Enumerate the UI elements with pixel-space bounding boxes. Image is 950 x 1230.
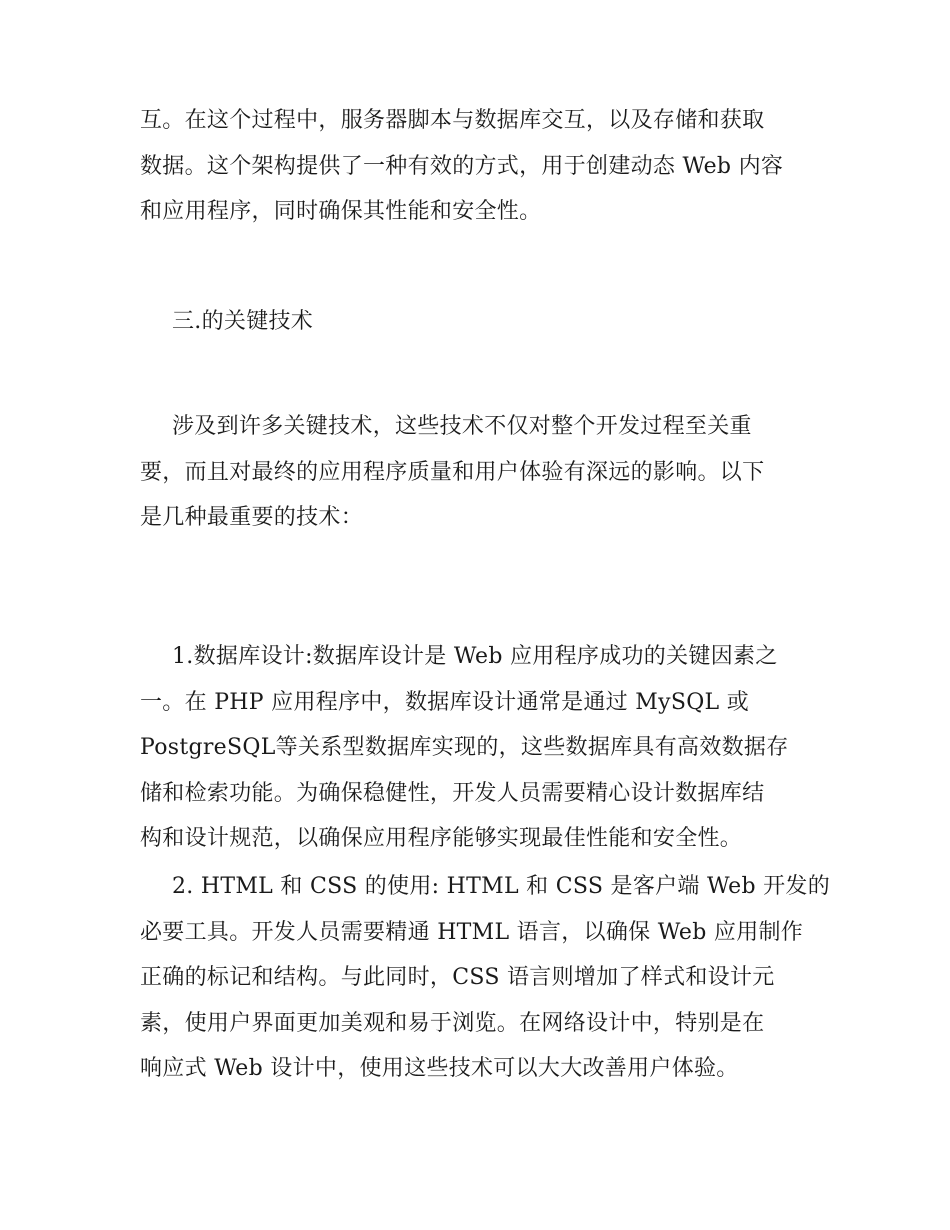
paragraph-line: 是几种最重要的技术： [140,505,364,530]
section-heading [140,299,812,345]
paragraph-line: 互。在这个过程中，服务器脚本与数据库交互，以及存储和获取 [140,108,765,133]
intro-paragraph [140,98,812,235]
paragraph-line: 一。在 PHP 应用程序中，数据库设计通常是通过 MySQL 或 [140,689,750,715]
paragraph-line: 要，而且对最终的应用程序质量和用户体验有深远的影响。以下 [140,459,765,485]
list-item-database-design [140,634,812,862]
paragraph-line: 必要工具。开发人员需要精通 HTML 语言，以确保 Web 应用制作 [140,919,804,945]
paragraph-line: 正确的标记和结构。与此同时，CSS 语言则增加了样式和设计元 [140,965,775,990]
section-heading-text: 三.的关键技术 [172,309,314,334]
paragraph-line: 2. HTML 和 CSS 的使用: HTML 和 CSS 是客户端 Web 开发的 [172,874,831,899]
paragraph-line: PostgreSQL等关系型数据库实现的，这些数据库具有高效数据存 [140,735,789,760]
paragraph-line: 1.数据库设计:数据库设计是 Web 应用程序成功的关键因素之 [172,644,778,669]
paragraph-line: 和应用程序，同时确保其性能和安全性。 [140,199,542,224]
paragraph-line: 素，使用户界面更加美观和易于浏览。在网络设计中，特别是在 [140,1010,765,1036]
paragraph-line: 储和检索功能。为确保稳健性，开发人员需要精心设计数据库结 [140,780,765,806]
list-item-html-css [140,864,831,1092]
paragraph-line: 数据。这个架构提供了一种有效的方式，用于创建动态 Web 内容 [140,153,784,179]
overview-paragraph [140,404,812,541]
paragraph-line: 响应式 Web 设计中，使用这些技术可以大大改善用户体验。 [140,1056,739,1081]
paragraph-line: 构和设计规范，以确保应用程序能够实现最佳性能和安全性。 [140,826,743,851]
paragraph-line: 涉及到许多关键技术，这些技术不仅对整个开发过程至关重 [172,414,752,439]
